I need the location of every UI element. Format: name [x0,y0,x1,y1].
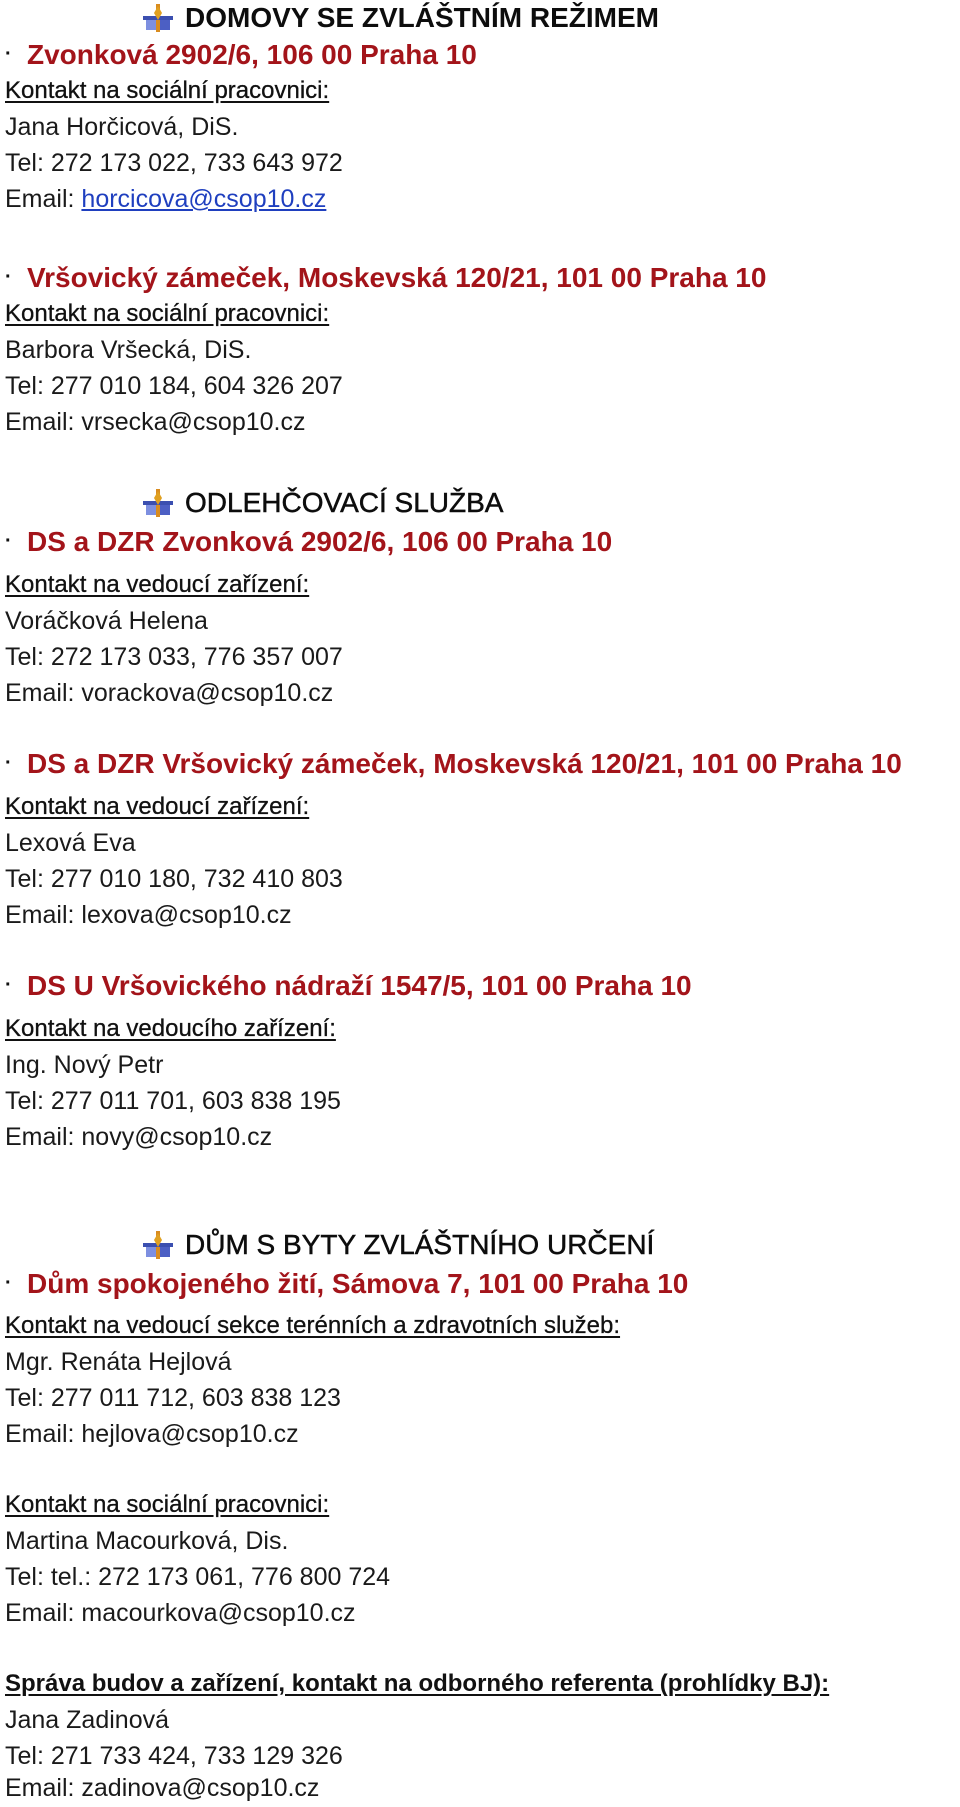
section-heading-dum-s-byty [143,1227,654,1263]
bullet-marker: · [5,974,12,996]
contact-name: Barbora Vršecká, DiS. [5,336,252,364]
contact-name: Ing. Nový Petr [5,1051,164,1079]
contact-tel: Tel: 277 011 712, 603 838 123 [5,1384,341,1412]
address-text: DS a DZR Vršovický zámeček, Moskevská 120/21, 101 00 Praha 10 [27,748,902,779]
facility-address [5,260,766,295]
contact-label: Kontakt na vedoucí zařízení: [5,793,310,820]
contact-label: Kontakt na vedoucí sekce terénních a zdravotních služeb: [5,1312,621,1339]
contact-tel: Tel: 271 733 424, 733 129 326 [5,1742,343,1770]
section-marker-icon [143,489,173,517]
contact-label: Kontakt na sociální pracovnici: [5,77,330,104]
address-text: Vršovický zámeček, Moskevská 120/21, 101 00 Praha 10 [27,262,767,293]
section-marker-icon [143,1231,173,1259]
facility-address [5,1266,688,1301]
contact-tel: Tel: tel.: 272 173 061, 776 800 724 [5,1563,391,1591]
contact-name: Jana Zadinová [5,1706,170,1734]
section-marker-icon [143,4,173,32]
bullet-marker: · [5,752,12,774]
email-link[interactable]: horcicova@csop10.cz [81,185,327,213]
contact-email: Email: zadinova@csop10.cz [5,1774,320,1802]
contact-label: Kontakt na sociální pracovnici: [5,300,330,327]
contact-name: Martina Macourková, Dis. [5,1527,289,1555]
contact-label: Kontakt na vedoucí zařízení: [5,571,310,598]
bullet-marker: · [5,43,12,65]
contact-email: Email: lexova@csop10.cz [5,901,292,929]
contact-email: Email: hejlova@csop10.cz [5,1420,299,1448]
facility-address [5,524,612,559]
contact-label-sprava-budov: Správa budov a zařízení, kontakt na odborného referenta (prohlídky BJ): [5,1670,830,1697]
contact-name: Mgr. Renáta Hejlová [5,1348,232,1376]
contact-email: Email: vorackova@csop10.cz [5,679,334,707]
contact-name: Jana Horčicová, DiS. [5,113,239,141]
bullet-marker: · [5,266,12,288]
facility-address [5,37,477,72]
contact-email: Email: novy@csop10.cz [5,1123,273,1151]
contact-tel: Tel: 272 173 022, 733 643 972 [5,149,343,177]
contact-tel: Tel: 272 173 033, 776 357 007 [5,643,343,671]
contact-tel: Tel: 277 010 184, 604 326 207 [5,372,343,400]
contact-email-line [5,182,326,216]
contact-email: Email: macourkova@csop10.cz [5,1599,356,1627]
section-title: DOMOVY SE ZVLÁŠTNÍM REŽIMEM [185,2,659,33]
address-text: Zvonková 2902/6, 106 00 Praha 10 [27,39,477,70]
contact-label: Kontakt na vedoucího zařízení: [5,1015,336,1042]
contact-tel: Tel: 277 010 180, 732 410 803 [5,865,343,893]
section-title: DŮM S BYTY ZVLÁŠTNÍHO URČENÍ [185,1229,655,1260]
section-title: ODLEHČOVACÍ SLUŽBA [185,487,504,518]
facility-address [5,968,692,1003]
contact-tel: Tel: 277 011 701, 603 838 195 [5,1087,341,1115]
bullet-marker: · [5,1272,12,1294]
address-text: DS a DZR Zvonková 2902/6, 106 00 Praha 10 [27,526,613,557]
address-text: DS U Vršovického nádraží 1547/5, 101 00 Praha 10 [27,970,692,1001]
contact-label: Kontakt na sociální pracovnici: [5,1491,330,1518]
bullet-marker: · [5,530,12,552]
contact-name: Voráčková Helena [5,607,208,635]
email-prefix: Email: [5,185,75,213]
section-heading-domovy [143,0,659,36]
contact-email: Email: vrsecka@csop10.cz [5,408,306,436]
facility-address [5,746,902,781]
address-text: Dům spokojeného žití, Sámova 7, 101 00 Praha 10 [27,1268,689,1299]
contact-name: Lexová Eva [5,829,136,857]
section-heading-odlehcovaci [143,485,503,521]
